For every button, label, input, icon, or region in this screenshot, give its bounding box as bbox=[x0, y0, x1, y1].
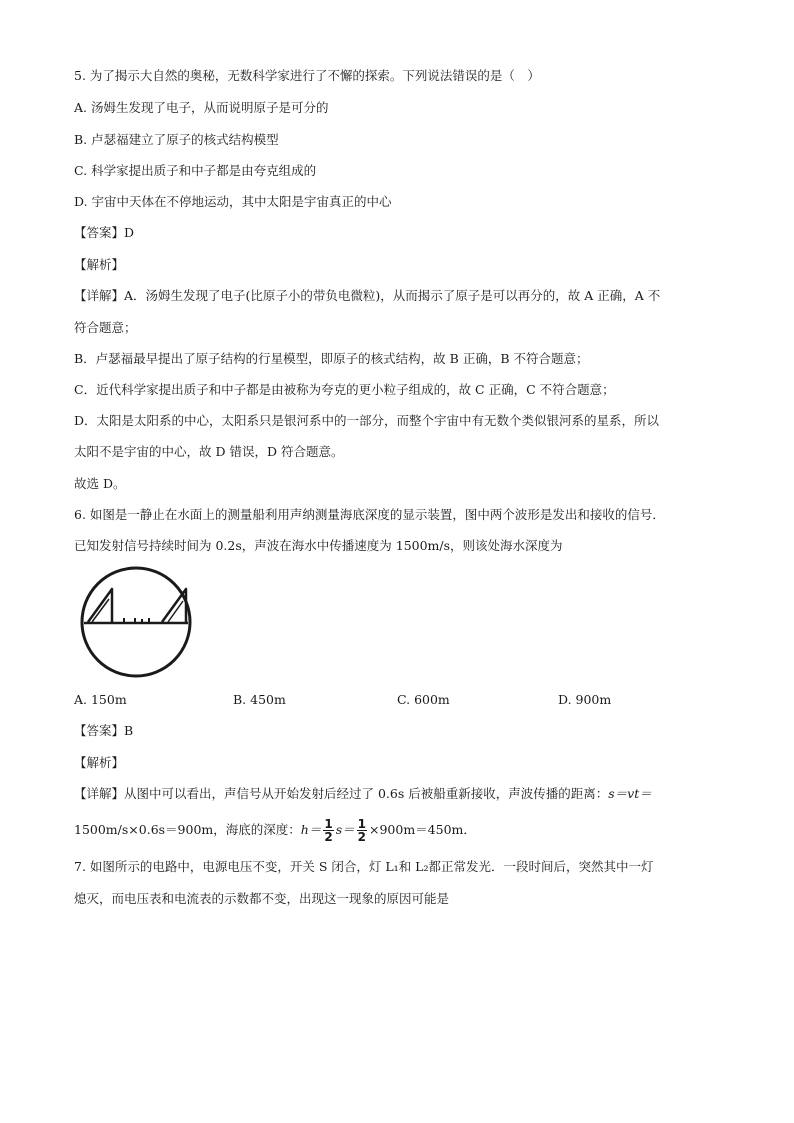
q5-detail-line: D．太阳是太阳系的中心，太阳系只是银河系中的一部分，而整个宇宙中有无数个类似银河系的星系，所以 bbox=[74, 413, 660, 428]
q5-option-a: A. 汤姆生发现了电子，从而说明原子是可分的 bbox=[74, 100, 329, 115]
q6-formula-distance: s＝vt＝ bbox=[608, 786, 652, 801]
half-fraction bbox=[323, 818, 333, 843]
q5-option-c: C. 科学家提出质子和中子都是由夸克组成的 bbox=[74, 163, 317, 178]
emitted-signal-fill bbox=[92, 599, 109, 622]
half-fraction bbox=[357, 818, 367, 843]
q5-detail-line: 【详解】A．汤姆生发现了电子(比原子小的带负电微粒)，从而揭示了原子是可以再分的，故 A 正确，A 不 bbox=[74, 288, 661, 303]
q5-detail-line: 太阳不是宇宙的中心，故 D 错误，D 符合题意。 bbox=[74, 444, 344, 459]
fraction-denominator: 2 bbox=[324, 830, 333, 844]
q5-detail-line: 符合题意； bbox=[74, 320, 137, 335]
q6-stem: 6. 如图是一静止在水面上的测量船利用声纳测量海底深度的显示装置，图中两个波形是发出和接收的信号． bbox=[74, 507, 665, 522]
q6-option-b: B. 450m bbox=[233, 692, 286, 707]
q7-stem: 熄灭，而电压表和电流表的示数都不变，出现这一现象的原因可能是 bbox=[74, 891, 450, 906]
q6-detail-line bbox=[74, 817, 476, 843]
q6-stem: 已知发射信号持续时间为 0.2s，声波在海水中传播速度为 1500m/s，则该处海水深度为 bbox=[74, 538, 563, 553]
q5-analysis-label: 【解析】 bbox=[74, 257, 125, 272]
q5-detail-line: B．卢瑟福最早提出了原子结构的行星模型，即原子的核式结构，故 B 正确，B 不符合题意； bbox=[74, 351, 589, 366]
fraction-denominator: 2 bbox=[357, 830, 366, 844]
q6-detail-text: ×900m＝450m． bbox=[368, 822, 476, 837]
q5-option-d: D. 宇宙中天体在不停地运动，其中太阳是宇宙真正的中心 bbox=[74, 194, 392, 209]
fraction-numerator: 1 bbox=[357, 817, 366, 831]
q5-answer: 【答案】D bbox=[74, 225, 135, 240]
q6-option-c: C. 600m bbox=[397, 692, 450, 707]
q6-s-label: s＝ bbox=[335, 822, 355, 837]
q6-analysis-label: 【解析】 bbox=[74, 755, 125, 770]
q6-option-a: A. 150m bbox=[74, 692, 127, 707]
q5-option-b: B. 卢瑟福建立了原子的核式结构模型 bbox=[74, 132, 279, 147]
sonar-display-figure bbox=[76, 565, 198, 679]
fraction-numerator: 1 bbox=[324, 817, 333, 831]
received-signal-waveform bbox=[162, 589, 186, 622]
q7-stem: 7. 如图所示的电路中，电源电压不变，开关 S 闭合，灯 L₁和 L₂都正常发光．一段时间后，突然其中一灯 bbox=[74, 859, 654, 874]
q6-detail-text: 1500m/s×0.6s＝900m，海底的深度： bbox=[74, 822, 301, 837]
q6-detail-line bbox=[74, 786, 652, 802]
q6-detail-text: 【详解】从图中可以看出，声信号从开始发射后经过了 0.6s 后被船重新接收，声波传播的距离： bbox=[74, 786, 609, 801]
q6-h-label: h＝ bbox=[300, 822, 322, 837]
q6-answer: 【答案】B bbox=[74, 723, 134, 738]
q5-conclusion: 故选 D。 bbox=[74, 476, 126, 491]
q5-stem: 5. 为了揭示大自然的奥秘，无数科学家进行了不懈的探索。下列说法错误的是（ ） bbox=[74, 68, 540, 83]
q6-option-d: D. 900m bbox=[558, 692, 612, 707]
q5-detail-line: C．近代科学家提出质子和中子都是由被称为夸克的更小粒子组成的，故 C 正确，C 不符合题意； bbox=[74, 382, 615, 397]
